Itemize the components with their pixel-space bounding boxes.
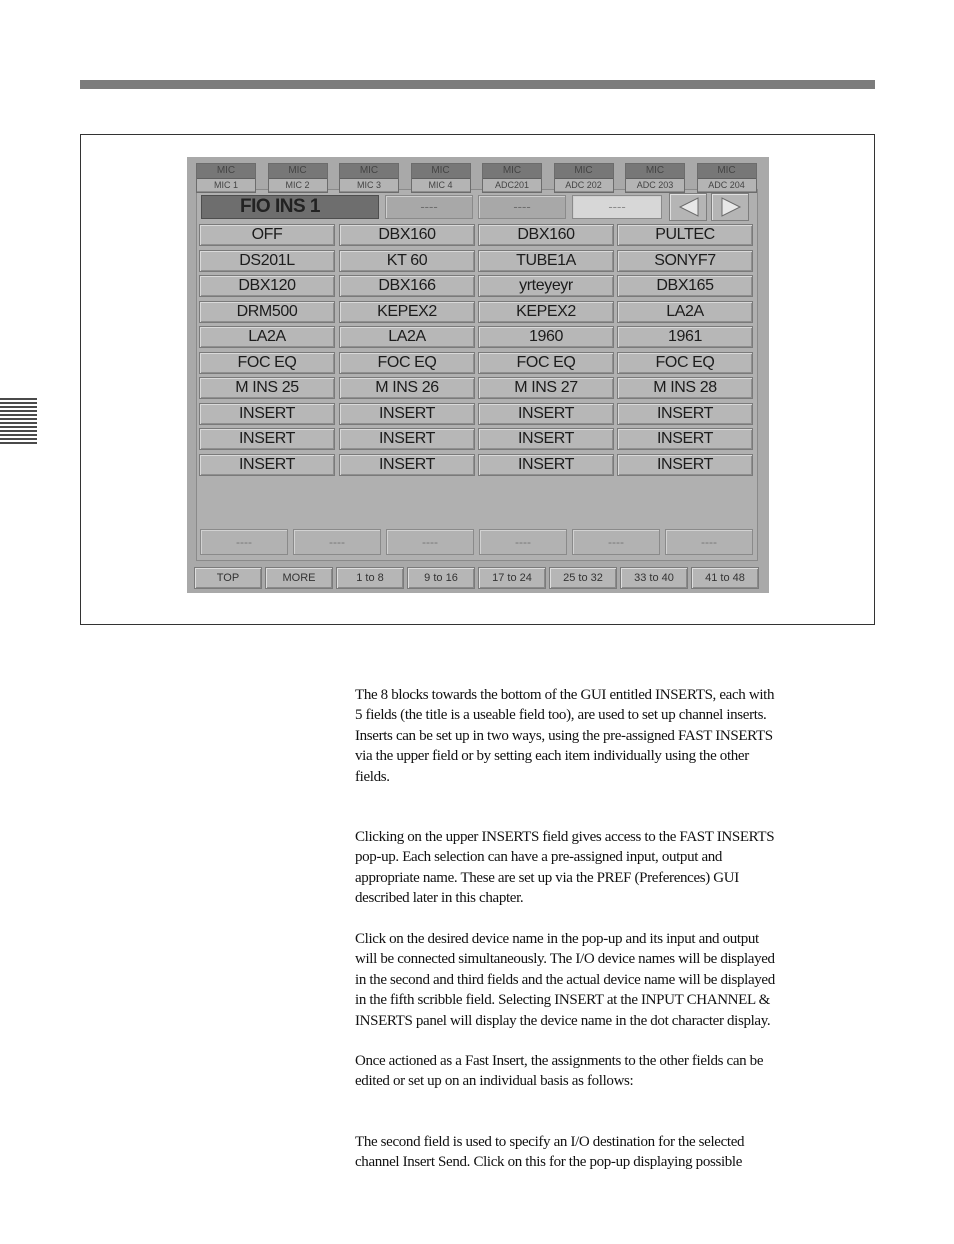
insert-slot-button[interactable]: TUBE1A <box>478 250 614 272</box>
insert-slot-button[interactable]: DBX120 <box>199 275 335 297</box>
mic-tab-source-label: MIC 3 <box>340 179 398 191</box>
insert-slot-button[interactable]: INSERT <box>199 403 335 425</box>
mic-tab-top-label: MIC <box>698 164 756 179</box>
insert-slot-button[interactable]: INSERT <box>339 428 475 450</box>
chapter-tab-marker <box>0 398 37 444</box>
insert-slot-button[interactable]: INSERT <box>478 428 614 450</box>
scribble-field[interactable]: ---- <box>386 529 474 555</box>
mic-channel-tab[interactable] <box>482 163 542 193</box>
bank-nav-button[interactable]: 1 to 8 <box>336 567 404 589</box>
insert-slot-button[interactable]: INSERT <box>339 454 475 476</box>
mic-tab-top-label: MIC <box>340 164 398 179</box>
insert-slot-button[interactable]: INSERT <box>199 454 335 476</box>
mic-tab-top-label: MIC <box>483 164 541 179</box>
insert-slot-button[interactable]: DBX166 <box>339 275 475 297</box>
insert-slot-button[interactable]: INSERT <box>339 403 475 425</box>
header-field-3[interactable]: ---- <box>572 195 662 219</box>
header-rule <box>80 80 875 89</box>
mic-channel-tab[interactable] <box>268 163 328 193</box>
insert-slot-button[interactable]: FOC EQ <box>478 352 614 374</box>
insert-slot-button[interactable]: FOC EQ <box>199 352 335 374</box>
bank-nav-button[interactable]: 9 to 16 <box>407 567 475 589</box>
bank-nav-button[interactable]: 33 to 40 <box>620 567 688 589</box>
mic-tab-top-label: MIC <box>197 164 255 179</box>
insert-slot-button[interactable]: OFF <box>199 224 335 246</box>
insert-slot-button[interactable]: DBX160 <box>478 224 614 246</box>
insert-slot-button[interactable]: INSERT <box>199 428 335 450</box>
insert-slot-button[interactable]: PULTEC <box>617 224 753 246</box>
insert-slot-button[interactable]: FOC EQ <box>617 352 753 374</box>
bank-nav-button[interactable]: TOP <box>194 567 262 589</box>
scribble-field[interactable]: ---- <box>572 529 660 555</box>
insert-slot-button[interactable]: FOC EQ <box>339 352 475 374</box>
insert-slot-button[interactable]: INSERT <box>617 428 753 450</box>
insert-slot-button[interactable]: DBX165 <box>617 275 753 297</box>
mic-channel-tab[interactable] <box>697 163 757 193</box>
header-field-1[interactable]: ---- <box>385 195 473 219</box>
insert-slot-button[interactable]: DBX160 <box>339 224 475 246</box>
insert-slot-button[interactable]: DRM500 <box>199 301 335 323</box>
bank-nav-button[interactable]: 41 to 48 <box>691 567 759 589</box>
header-field-2[interactable]: ---- <box>478 195 566 219</box>
insert-slot-button[interactable]: M INS 26 <box>339 377 475 399</box>
mic-tab-top-label: MIC <box>269 164 327 179</box>
insert-slot-button[interactable]: KT 60 <box>339 250 475 272</box>
scribble-field[interactable]: ---- <box>200 529 288 555</box>
insert-slot-button[interactable]: yrteyeyr <box>478 275 614 297</box>
insert-slot-button[interactable]: 1961 <box>617 326 753 348</box>
insert-slot-button[interactable]: M INS 25 <box>199 377 335 399</box>
scribble-field[interactable]: ---- <box>293 529 381 555</box>
mic-channel-tab[interactable] <box>411 163 471 193</box>
inserts-gui-screenshot <box>187 157 769 593</box>
mic-channel-tab[interactable] <box>339 163 399 193</box>
left-arrow-icon <box>678 197 700 217</box>
scribble-field[interactable]: ---- <box>665 529 753 555</box>
mic-tab-source-label: MIC 4 <box>412 179 470 191</box>
insert-slot-button[interactable]: KEPEX2 <box>339 301 475 323</box>
insert-slot-button[interactable]: SONYF7 <box>617 250 753 272</box>
insert-slot-button[interactable]: M INS 27 <box>478 377 614 399</box>
insert-slot-button[interactable]: LA2A <box>199 326 335 348</box>
paragraph-second-field: The second field is used to specify an I/O destination for the selected channel Insert Send. Click on this for the pop-up displaying possible <box>355 1134 745 1171</box>
insert-slot-button[interactable]: 1960 <box>478 326 614 348</box>
scroll-right-button[interactable] <box>711 193 749 221</box>
bank-nav-button[interactable]: 17 to 24 <box>478 567 546 589</box>
insert-slot-button[interactable]: INSERT <box>617 454 753 476</box>
mic-tab-top-label: MIC <box>555 164 613 179</box>
mic-tab-top-label: MIC <box>412 164 470 179</box>
insert-title-field[interactable]: FIO INS 1 <box>201 195 379 219</box>
insert-slot-button[interactable]: LA2A <box>617 301 753 323</box>
scribble-field[interactable]: ---- <box>479 529 567 555</box>
mic-tab-source-label: ADC 203 <box>626 179 684 191</box>
right-arrow-icon <box>720 197 742 217</box>
insert-slot-button[interactable]: INSERT <box>617 403 753 425</box>
mic-channel-tab[interactable] <box>625 163 685 193</box>
mic-tab-source-label: MIC 1 <box>197 179 255 191</box>
paragraph-fast-inserts: Clicking on the upper INSERTS field gives access to the FAST INSERTS pop-up. Each selection can have a pre-assigned input, output and appropriate name. These are set up via the PREF (Preferences) GUI described later in this chapter. <box>355 829 775 907</box>
mic-channel-tab[interactable] <box>196 163 256 193</box>
bank-nav-button[interactable]: MORE <box>265 567 333 589</box>
mic-channel-tab[interactable] <box>554 163 614 193</box>
mic-tab-top-label: MIC <box>626 164 684 179</box>
mic-tab-source-label: MIC 2 <box>269 179 327 191</box>
insert-slot-button[interactable]: DS201L <box>199 250 335 272</box>
insert-slot-button[interactable]: M INS 28 <box>617 377 753 399</box>
insert-slot-button[interactable]: KEPEX2 <box>478 301 614 323</box>
paragraph-device-selection: Click on the desired device name in the pop-up and its input and output will be connected simultaneously. The I/O device names will be displayed in the second and third fields and the actual device name will be displayed in the fifth scribble field. Selecting INSERT at the INPUT CHANNEL & INSERTS panel will display the device name in the dot character display. <box>355 931 775 1029</box>
insert-slot-button[interactable]: INSERT <box>478 403 614 425</box>
insert-slot-button[interactable]: LA2A <box>339 326 475 348</box>
paragraph-inserts-intro: The 8 blocks towards the bottom of the GUI entitled INSERTS, each with 5 fields (the title is a useable field too), are used to set up channel inserts. Inserts can be set up in two ways, using the pre-assigned FAST INSERTS via the upper field or by setting each item individually using the other fields. <box>355 687 775 785</box>
insert-slot-button[interactable]: INSERT <box>478 454 614 476</box>
mic-tab-source-label: ADC 202 <box>555 179 613 191</box>
mic-tab-source-label: ADC 204 <box>698 179 756 191</box>
bank-nav-button[interactable]: 25 to 32 <box>549 567 617 589</box>
paragraph-fast-insert-edit: Once actioned as a Fast Insert, the assignments to the other fields can be edited or set up on an individual basis as follows: <box>355 1053 764 1090</box>
mic-tab-source-label: ADC201 <box>483 179 541 191</box>
scroll-left-button[interactable] <box>669 193 707 221</box>
